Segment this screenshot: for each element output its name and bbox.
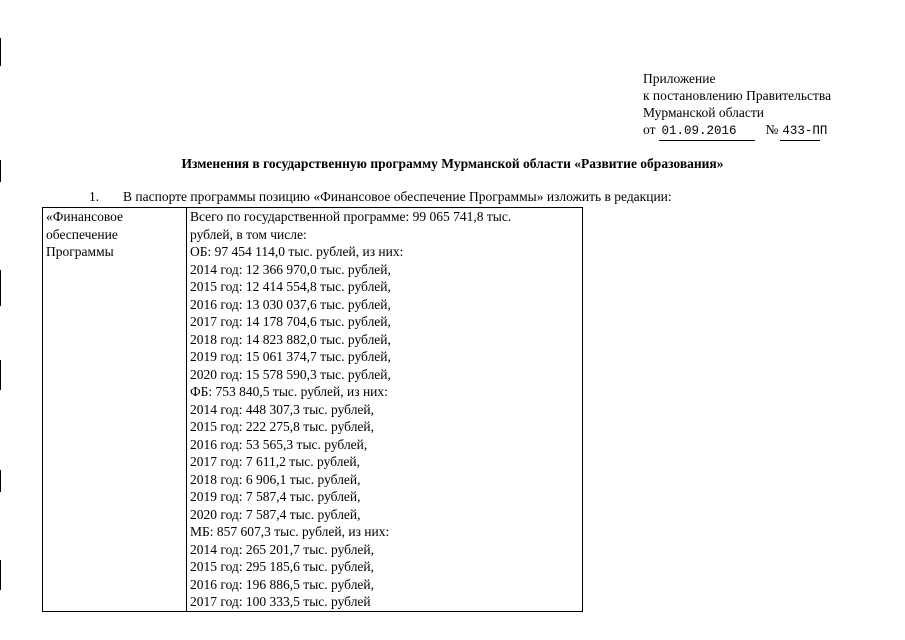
financing-line: ОБ: 97 454 114,0 тыс. рублей, из них: — [190, 244, 404, 259]
position-name-line: «Финансовое — [46, 209, 124, 224]
document-title: Изменения в государственную программу Мурманской области «Развитие образования» — [181, 156, 724, 171]
financing-line: 2015 год: 295 185,6 тыс. рублей, — [190, 559, 375, 574]
financing-line: 2016 год: 196 886,5 тыс. рублей, — [190, 576, 375, 592]
financing-line: 2017 год: 14 178 704,6 тыс. рублей, — [190, 314, 391, 329]
appendix-line-3: Мурманской области — [643, 105, 764, 120]
number-label: № — [765, 122, 779, 137]
financing-line: МБ: 857 607,3 тыс. рублей, из них: — [190, 524, 390, 539]
financing-line: 2014 год: 448 307,3 тыс. рублей, — [190, 401, 375, 417]
financing-line: 2018 год: 6 906,1 тыс. рублей, — [190, 471, 361, 487]
scan-edge-mark — [0, 470, 1, 492]
financing-line: 2019 год: 15 061 374,7 тыс. рублей, — [190, 349, 391, 364]
financing-line: 2014 год: 12 366 970,0 тыс. рублей, — [190, 261, 391, 277]
financing-line: 2014 год: 265 201,7 тыс. рублей, — [190, 541, 375, 557]
financing-line: 2015 год: 222 275,8 тыс. рублей, — [190, 419, 375, 434]
financing-line: Всего по государственной программе: 99 065 741,8 тыс. — [190, 209, 512, 224]
financing-line: 2016 год: 13 030 037,6 тыс. рублей, — [190, 296, 391, 312]
financing-line: 2019 год: 7 587,4 тыс. рублей, — [190, 489, 361, 504]
scan-edge-mark — [0, 270, 1, 306]
paragraph-1 — [89, 189, 672, 205]
resolution-date: 01.09.2016 — [659, 123, 755, 141]
financing-line: рублей, в том числе: — [190, 226, 307, 242]
scan-edge-mark — [0, 360, 1, 390]
financing-line: 2018 год: 14 823 882,0 тыс. рублей, — [190, 331, 391, 347]
financing-line: 2020 год: 15 578 590,3 тыс. рублей, — [190, 366, 391, 382]
appendix-line-2: к постановлению Правительства — [643, 88, 832, 103]
financing-details-cell — [187, 208, 583, 612]
scan-edge-mark — [0, 560, 1, 590]
financing-line: 2015 год: 12 414 554,8 тыс. рублей, — [190, 279, 391, 294]
financing-line: ФБ: 753 840,5 тыс. рублей, из них: — [190, 384, 388, 399]
financing-line: 2017 год: 7 611,2 тыс. рублей, — [190, 454, 361, 469]
position-name-cell — [43, 208, 187, 612]
table-row — [43, 208, 583, 612]
scan-edge-mark — [0, 38, 1, 66]
paragraph-text: В паспорте программы позицию «Финансовое обеспечение Программы» изложить в редакции: — [123, 189, 672, 204]
financing-line: 2020 год: 7 587,4 тыс. рублей, — [190, 506, 361, 522]
appendix-reference — [643, 121, 831, 141]
from-label: от — [643, 122, 656, 137]
paragraph-number: 1. — [89, 189, 100, 204]
financing-table — [42, 207, 583, 612]
appendix-line-1: Приложение — [643, 71, 716, 86]
financing-line: 2016 год: 53 565,3 тыс. рублей, — [190, 436, 368, 452]
financing-line: 2017 год: 100 333,5 тыс. рублей — [190, 594, 371, 609]
resolution-number: 433-ПП — [780, 123, 820, 141]
position-name-line: Программы — [46, 244, 114, 259]
position-name-line: обеспечение — [46, 226, 118, 242]
appendix-block — [643, 70, 831, 141]
